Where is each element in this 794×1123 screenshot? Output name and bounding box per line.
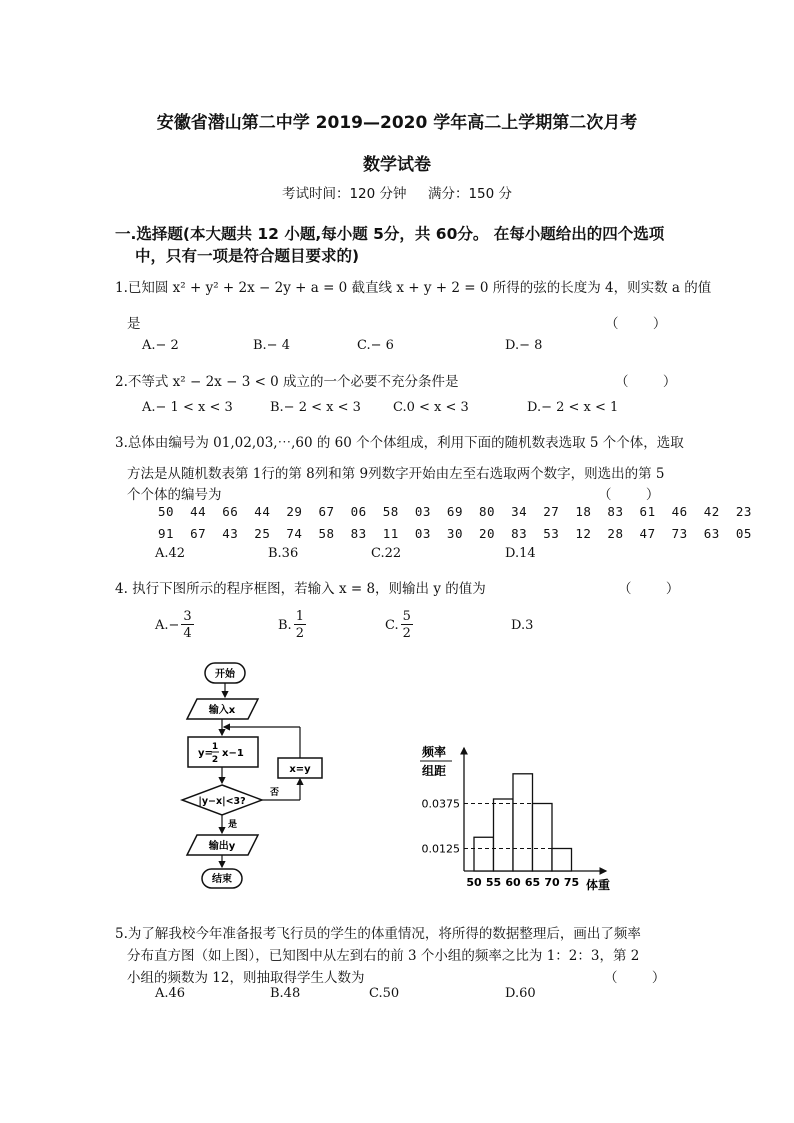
q4-option-c-fraction [401, 610, 413, 640]
q5-option-a: A.46 [155, 986, 186, 1001]
q1-line1: 1.已知圆 x² + y² + 2x − 2y + a = 0 截直线 x + y + 2 = 0 所得的弦的长度为 4，则实数 a 的值 [115, 280, 712, 296]
q3-option-d: D.14 [505, 546, 536, 561]
q4-option-c-denominator: 2 [402, 626, 411, 641]
q4-option-b-denominator: 2 [295, 626, 304, 641]
q4-option-c-numerator: 5 [402, 609, 411, 624]
section-heading-line2: 中，只有一项是符合题目要求的) [135, 247, 360, 265]
q5-line3: 小组的频数为 12，则抽取得学生人数为 [127, 970, 365, 986]
page-title: 安徽省潜山第二中学 2019—2020 学年高二上学期第二次月考 [156, 113, 638, 133]
hist-bar [474, 837, 494, 871]
q2-option-a: A.− 1 < x < 3 [142, 400, 233, 415]
random-table-row-1: 50 44 66 44 29 67 06 58 03 69 80 34 27 18 83 61 46 42 23 [158, 504, 752, 519]
hist-bar [513, 774, 533, 871]
q1-line2: 是 [127, 316, 141, 332]
flow-output-label: 输出y [208, 841, 236, 852]
q5-line1: 5.为了解我校今年准备报考飞行员的学生的体重情况，将所得的数据整理后，画出了频率 [115, 926, 641, 942]
q1-option-d: D.− 8 [505, 338, 543, 353]
q3-option-c: C.22 [371, 546, 402, 561]
q3-line2: 方法是从随机数表第 1行的第 8列和第 9列数字开始由左至右选取两个数字，则选出的第 5 [127, 466, 665, 482]
q1-option-c: C.− 6 [357, 338, 394, 353]
q5-option-c: C.50 [369, 986, 400, 1001]
q4-option-b [278, 610, 308, 640]
flow-start-label: 开始 [215, 669, 235, 680]
q4-option-b-numerator: 1 [295, 609, 304, 624]
hist-x-tick-label: 60 [505, 876, 521, 889]
hist-bar [494, 799, 514, 871]
q2-option-d: D.− 2 < x < 1 [527, 400, 619, 415]
hist-bar [552, 849, 572, 872]
q4-option-b-fraction [294, 610, 306, 640]
q5-option-b: B.48 [270, 986, 301, 1001]
flow-no-label: 否 [270, 788, 280, 798]
q4-line1: 4. 执行下图所示的程序框图，若输入 x = 8，则输出 y 的值为 [115, 581, 486, 597]
hist-y-tick-label: 0.0125 [421, 842, 460, 856]
q4-option-a [155, 610, 196, 640]
q4-option-a-label: A.− [155, 617, 180, 633]
q3-line1: 3.总体由编号为 01,02,03,⋯,60 的 60 个个体组成，利用下面的随机数表选取 5 个个体，选取 [115, 435, 684, 451]
flow-process-den: 2 [211, 755, 219, 765]
hist-xlabel: 体重 [586, 878, 611, 892]
q4-answer-paren: （ ） [618, 581, 680, 597]
flow-process-num: 1 [211, 742, 219, 752]
q1-option-b: B.− 4 [253, 338, 290, 353]
flow-yes-label: 是 [228, 820, 238, 830]
hist-ylabel-top: 频率 [422, 745, 447, 759]
flow-decision-label: |y−x|<3? [198, 796, 246, 807]
q5-line2: 分布直方图（如上图），已知图中从左到右的前 3 个小组的频率之比为 1：2：3，第 2 [127, 948, 640, 964]
q4-option-a-denominator: 4 [183, 626, 192, 641]
q2-answer-paren: （ ） [615, 374, 677, 390]
random-table-row-2: 91 67 43 25 74 58 83 11 03 30 20 83 53 12 28 47 73 63 05 [158, 526, 752, 541]
q5-option-d: D.60 [505, 986, 536, 1001]
hist-x-tick-label: 70 [544, 876, 560, 889]
flow-assign-label: x=y [289, 764, 311, 775]
histogram [408, 738, 618, 893]
flow-input-label: 输入x [208, 705, 236, 716]
flowchart [180, 655, 330, 890]
hist-x-tick-label: 50 [466, 876, 482, 889]
q1-option-a: A.− 2 [142, 338, 179, 353]
flow-process-prefix: y= [198, 748, 213, 759]
q5-answer-paren: （ ） [604, 970, 666, 986]
q3-option-b: B.36 [268, 546, 299, 561]
hist-y-tick-label: 0.0375 [421, 797, 460, 811]
hist-bar [533, 804, 553, 872]
section-heading-line1: 一.选择题(本大题共 12 小题,每小题 5分，共 60分。 在每小题给出的四个选项 [115, 225, 665, 243]
q2-line1: 2.不等式 x² − 2x − 3 < 0 成立的一个必要不充分条件是 [115, 374, 459, 390]
hist-ylabel-bottom: 组距 [422, 764, 447, 778]
hist-x-tick-label: 55 [485, 876, 502, 889]
q3-line3: 个个体的编号为 [127, 487, 222, 503]
q4-option-c [385, 610, 415, 640]
hist-x-tick-label: 75 [563, 876, 580, 889]
q4-option-a-fraction [181, 610, 193, 640]
exam-info: 考试时间：120 分钟 满分：150 分 [281, 186, 513, 202]
flow-end-label: 结束 [212, 874, 232, 885]
flow-process-suffix: x−1 [222, 748, 244, 759]
q4-option-b-label: B. [278, 617, 292, 633]
q4-option-d: D.3 [511, 618, 534, 633]
q4-option-c-label: C. [385, 617, 399, 633]
q4-option-a-numerator: 3 [183, 609, 192, 624]
q3-answer-paren: （ ） [598, 487, 660, 503]
q2-option-b: B.− 2 < x < 3 [270, 400, 361, 415]
page-subtitle: 数学试卷 [363, 155, 431, 175]
hist-x-tick-label: 65 [524, 876, 541, 889]
q3-option-a: A.42 [155, 546, 186, 561]
q1-answer-paren: （ ） [605, 316, 667, 332]
q2-option-c: C.0 < x < 3 [393, 400, 469, 415]
